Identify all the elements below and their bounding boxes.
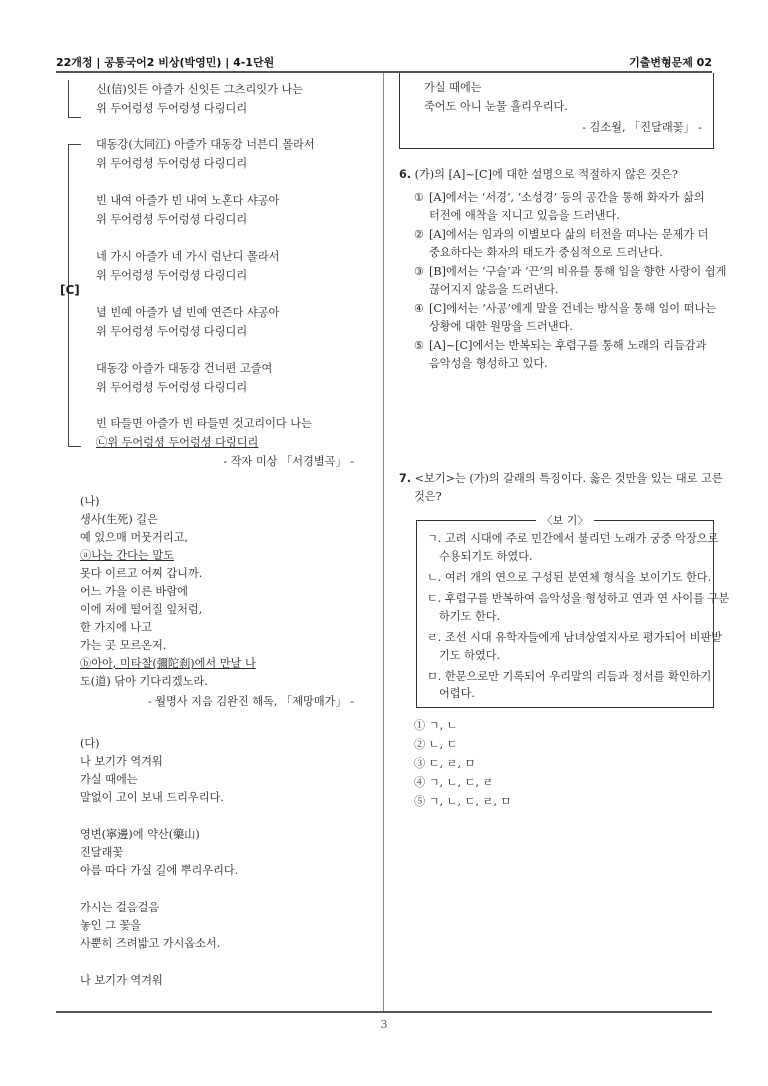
option-text: [A]에서는 임과의 이별보다 삶의 터전을 떠나는 문제가 더 — [429, 228, 709, 241]
bogi-item: ㄹ. 조선 시대 유학자들에게 남녀상열지사로 평가되어 비판받 — [427, 631, 723, 644]
section-c-label: [C] — [60, 283, 80, 297]
option-text: [B]에서는 ‘구슬’과 ‘끈’의 비유를 통해 임을 향한 사랑이 쉽게 — [429, 265, 727, 278]
poem-line: 위 두어렁셩 두어렁셩 다링디리 — [96, 102, 248, 115]
page-header — [56, 48, 712, 70]
bogi-item: ㄴ. 여러 개의 연으로 구성된 분연체 형식을 보이기도 한다. — [427, 571, 712, 584]
option-text: ㄱ, ㄴ — [428, 719, 458, 732]
question-text: (가)의 [A]~[C]에 대한 설명으로 적절하지 않은 것은? — [414, 168, 678, 181]
option-marker: ④ — [414, 776, 426, 789]
footer-rule — [56, 1011, 712, 1013]
poem-line: 놓인 그 꽃을 — [80, 919, 142, 932]
option-text: [A]~[C]에서는 반복되는 후렴구를 통해 노래의 리듬감과 — [429, 339, 707, 352]
option-marker: ② — [414, 228, 425, 241]
option-text: [C]에서는 ‘사공’에게 말을 건네는 방식을 통해 임이 떠나는 — [429, 302, 717, 315]
option-text: ㄱ, ㄴ, ㄷ, ㄹ, ㅁ — [428, 795, 512, 808]
header-title: 기출변형문제 02 — [629, 56, 712, 69]
poem-line: 위 두어렁셩 두어렁셩 다링디리 — [96, 269, 248, 282]
poem-line: 진달래꽃 — [80, 846, 124, 859]
option-marker: ① — [414, 191, 425, 204]
poem-line: 나 보기가 역겨워 — [80, 755, 163, 768]
column-divider — [383, 73, 384, 1011]
poem-line: 생사(生死) 길은 — [80, 513, 158, 526]
option-text: 상황에 대한 원망을 드러낸다. — [429, 320, 573, 333]
poem-line: 위 두어렁셩 두어렁셩 다링디리 — [96, 157, 248, 170]
question-number: 7. — [399, 472, 412, 485]
poem-line: 대동강 아즐가 대동강 건너편 고즐여 — [96, 362, 273, 375]
poem-line: 도(道) 닦아 기다리겠노라. — [80, 675, 208, 688]
poem-line: 말없이 고이 보내 드리우리다. — [80, 791, 224, 804]
poem-line: 가는 곳 모르온저. — [80, 639, 167, 652]
source-citation: - 월명사 지음 김완진 해독, 「제망매가」 - — [147, 695, 354, 708]
poem-line: 네 가시 아즐가 네 가시 럼난디 몰라서 — [96, 250, 280, 263]
poem-line: 한 가지에 나고 — [80, 621, 152, 634]
poem-line: 사뿐히 즈려밟고 가시옵소서. — [80, 937, 221, 950]
poem-line: 가실 때에는 — [80, 773, 138, 786]
poem-line: 가시는 걸음걸음 — [80, 901, 160, 914]
option-text: ㄱ, ㄴ, ㄷ, ㄹ — [428, 776, 494, 789]
option-text: [A]에서는 ‘서경’, ‘소성경’ 등의 공간을 통해 화자가 삶의 — [429, 191, 705, 204]
answer-option[interactable] — [414, 718, 458, 734]
option-text: 터전에 애착을 지니고 있음을 드러낸다. — [429, 209, 620, 222]
poem-line: 이에 저에 떨어질 잎처럼, — [80, 603, 203, 616]
poem-line-underlined: ⓑ아아, 미타찰(彌陀刹)에서 만날 나 — [80, 657, 256, 670]
option-marker: ④ — [414, 302, 425, 315]
poem-line: 신(信)잇든 아즐가 신잇든 그츠리잇가 나는 — [96, 83, 304, 96]
bogi-item: ㅁ. 한문으로만 기록되어 우리말의 리듬과 정서를 확인하기 — [427, 670, 712, 683]
question-text: <보기>는 (가)의 갈래의 특징이다. 옳은 것만을 있는 대로 고른 — [414, 472, 723, 485]
source-citation: - 김소월, 「진달래꽃」 - — [582, 121, 702, 134]
option-marker: ⑤ — [414, 339, 425, 352]
poem-line: 어느 가을 이른 바람에 — [80, 585, 188, 598]
bogi-item-continued: 하기도 한다. — [439, 610, 501, 623]
poem-line: 나 보기가 역겨워 — [80, 974, 163, 987]
poem-line: 위 두어렁셩 두어렁셩 다링디리 — [96, 213, 248, 226]
option-text: ㄴ, ㄷ — [428, 738, 458, 751]
poem-line: 예 있으매 머뭇거리고, — [80, 531, 188, 544]
poem-line: 가실 때에는 — [424, 81, 482, 94]
poem-line: 녈 빈예 아즐가 녈 빈예 연즌다 샤공아 — [96, 306, 280, 319]
source-citation: - 작자 미상 「서경별곡」 - — [223, 455, 354, 468]
section-label: (나) — [80, 495, 100, 508]
poem-line: 빈 내여 아즐가 빈 내여 노혼다 샤공아 — [96, 194, 280, 207]
option-marker: ② — [414, 738, 426, 751]
page-number: 3 — [380, 1018, 388, 1031]
bogi-item-continued: 수용되기도 하였다. — [439, 550, 533, 563]
header-course: 22개정 | 공통국어2 비상(박영민) | 4-1단원 — [56, 56, 275, 69]
poem-line: 못다 이르고 어찌 갑니까. — [80, 567, 203, 580]
question-7-stem — [399, 471, 723, 487]
option-text: 중요하다는 화자의 태도가 중심적으로 드러난다. — [429, 246, 663, 259]
poem-line: 위 두어렁셩 두어렁셩 다링디리 — [96, 325, 248, 338]
bracket-b-end — [68, 80, 81, 118]
poem-line: 죽어도 아니 눈물 흘리우리다. — [424, 100, 568, 113]
answer-option[interactable] — [414, 737, 458, 753]
answer-option[interactable] — [414, 775, 493, 791]
question-number: 6. — [399, 168, 412, 181]
poem-line: 빈 타들면 아즐가 빈 타들면 것고리이다 나는 — [96, 417, 312, 430]
option-marker: ③ — [414, 757, 426, 770]
option-text: 음악성을 형성하고 있다. — [429, 357, 548, 370]
question-6-stem — [399, 167, 678, 183]
option-marker: ⑤ — [414, 795, 426, 808]
bogi-item-continued: 어렵다. — [439, 687, 475, 700]
question-text-continued: 것은? — [414, 490, 442, 503]
poem-line: 위 두어렁셩 두어렁셩 다링디리 — [96, 381, 248, 394]
option-marker: ① — [414, 719, 426, 732]
poem-line: 아름 따다 가실 길에 뿌리우리다. — [80, 864, 239, 877]
bogi-item: ㄷ. 후렴구를 반복하여 음악성을 형성하고 연과 연 사이를 구분 — [427, 592, 730, 605]
poem-line: 대동강(大同江) 아즐가 대동강 너븐디 몰라서 — [96, 138, 315, 151]
section-label: (다) — [80, 737, 100, 750]
answer-option[interactable] — [414, 756, 475, 772]
option-marker: ③ — [414, 265, 425, 278]
bogi-title: 〈보 기〉 — [536, 514, 595, 527]
poem-line: 영변(寧邊)에 약산(藥山) — [80, 828, 200, 841]
poem-line-underlined: ⓐ나는 간다는 말도 — [80, 549, 174, 562]
bogi-item-continued: 기도 하였다. — [439, 649, 501, 662]
answer-option[interactable] — [414, 794, 511, 810]
poem-line-underlined: ㉡위 두어렁셩 두어렁셩 다링디리 — [96, 436, 259, 449]
option-text: ㄷ, ㄹ, ㅁ — [428, 757, 476, 770]
bogi-item: ㄱ. 고려 시대에 주로 민간에서 불리던 노래가 궁중 악장으로 — [427, 532, 719, 545]
option-text: 끊어지지 않음을 드러낸다. — [429, 283, 559, 296]
